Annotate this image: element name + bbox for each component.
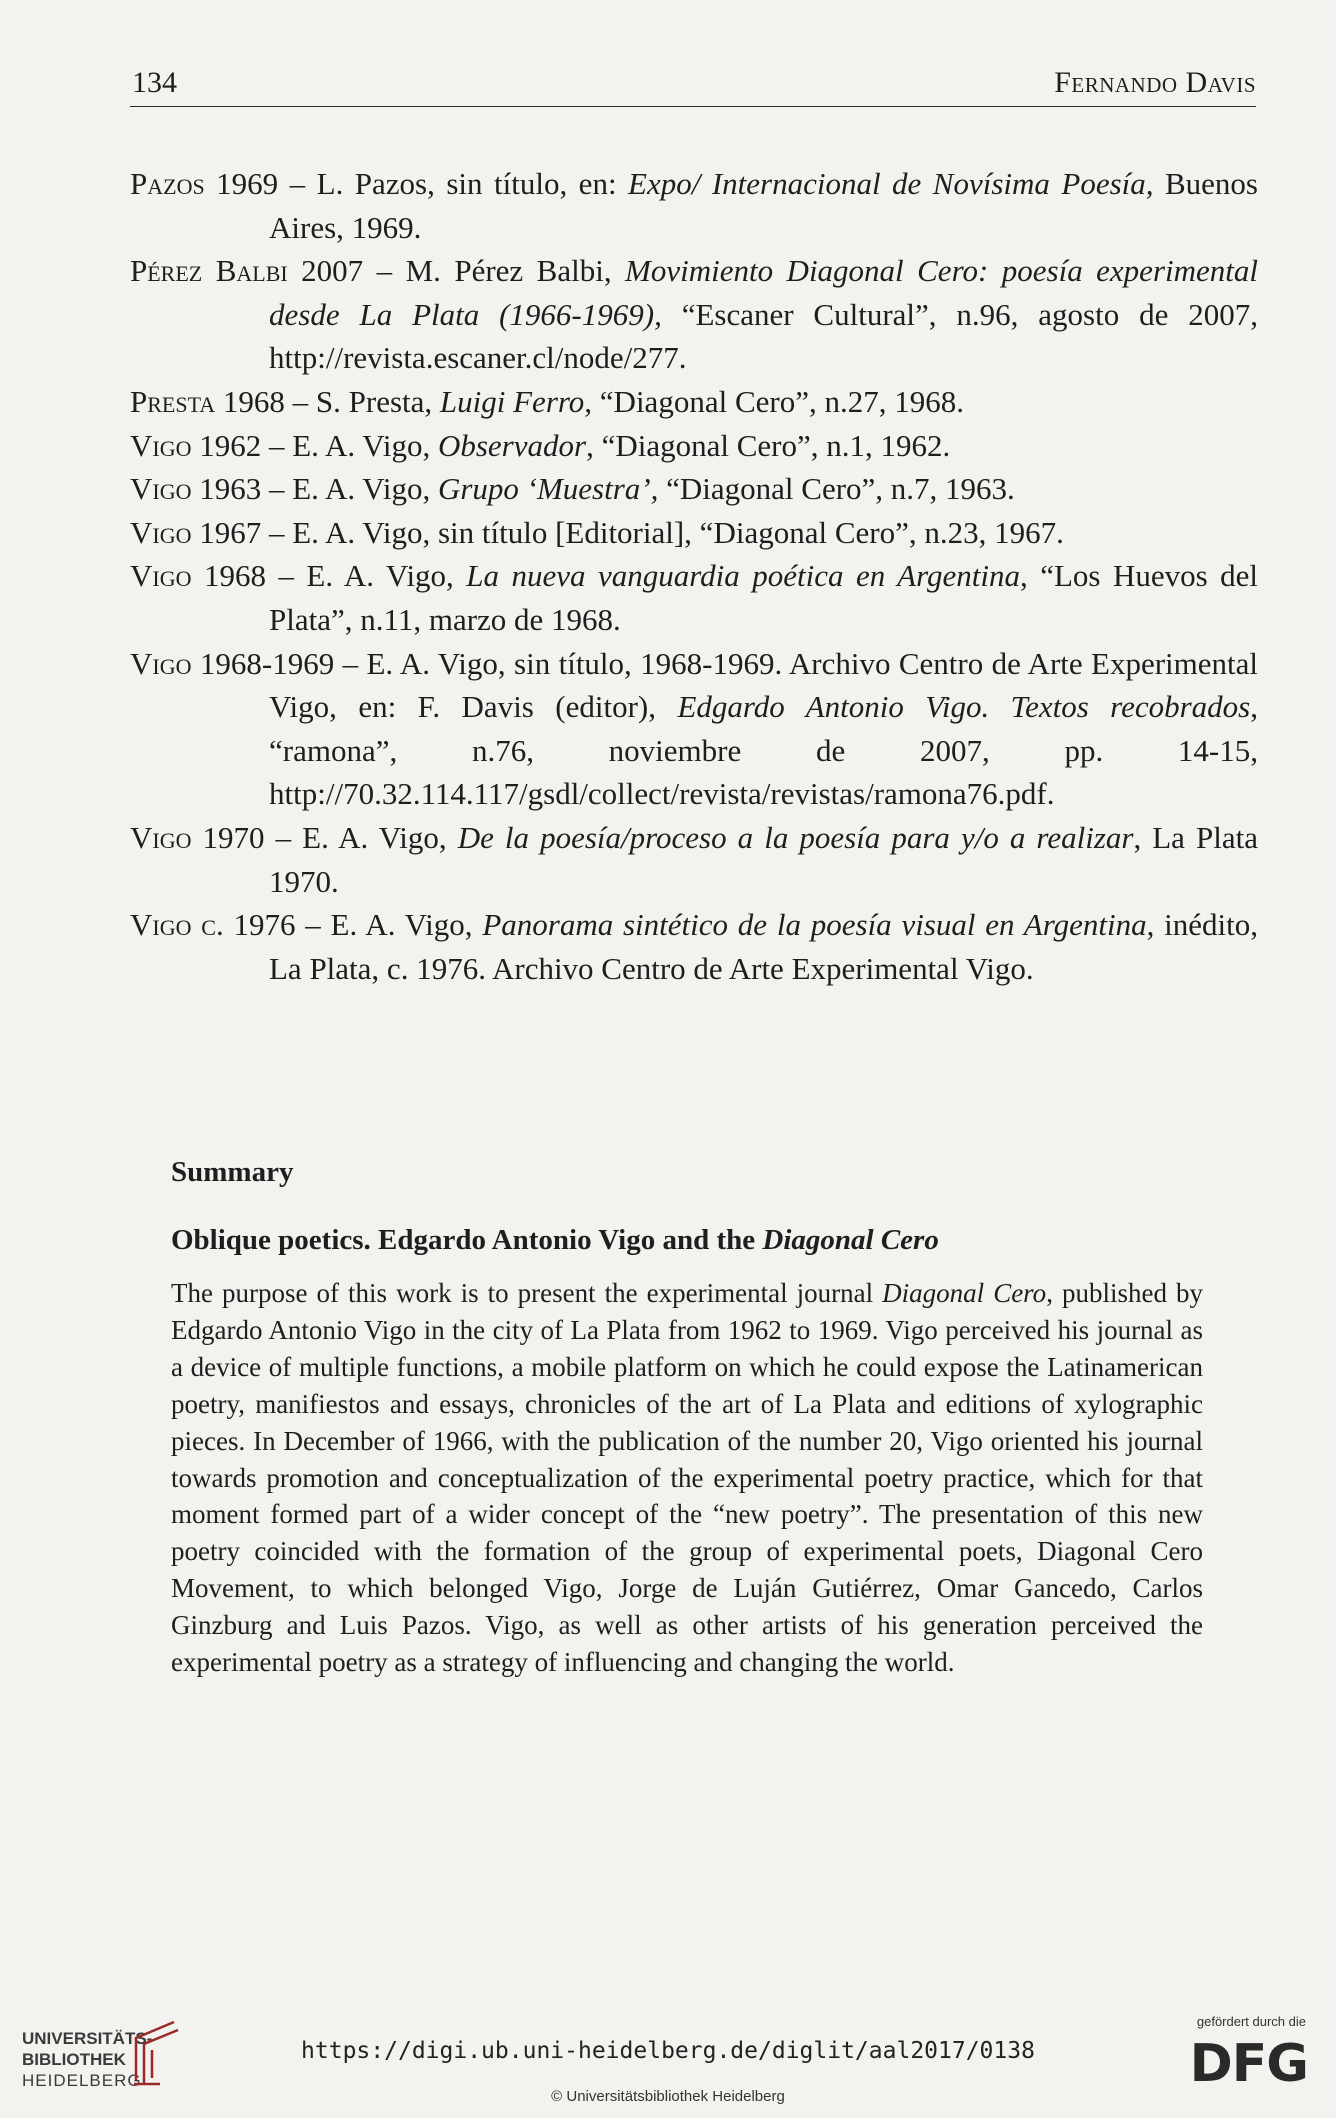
reference-list xyxy=(130,162,1258,990)
reference-text: – E. A. Vigo, sin título, 1968-1969. Archivo Centro de Arte Experimental Vigo, en: F. Davis (editor), xyxy=(269,645,1259,725)
reference-title: Movimiento Diagonal Cero: poesía experimental desde La Plata (1966-1969), xyxy=(269,253,1258,332)
reference-key: Presta 1968 xyxy=(130,383,285,419)
summary-heading: Summary xyxy=(171,1156,294,1188)
reference-text: “Diagonal Cero”, n.7, 1963. xyxy=(658,471,1015,507)
summary-title-italic: Diagonal Cero xyxy=(762,1224,939,1256)
reference-entry xyxy=(130,380,1258,424)
reference-text: “Diagonal Cero”, n.27, 1968. xyxy=(592,383,964,419)
reference-entry xyxy=(130,642,1258,816)
reference-text: – E. A. Vigo, xyxy=(265,558,467,594)
funding-note: gefördert durch die xyxy=(1196,2014,1306,2029)
reference-text: , La Plata 1970. xyxy=(269,819,1258,899)
reference-key: Vigo 1963 xyxy=(130,471,262,507)
reference-text: – E. A. Vigo, xyxy=(264,819,458,855)
reference-text: – M. Pérez Balbi, xyxy=(363,253,626,289)
reference-text: – L. Pazos, sin título, en: xyxy=(278,166,629,201)
reference-entry xyxy=(130,467,1258,511)
summary-body xyxy=(171,1275,1203,1681)
reference-title: De la poesía/proceso a la poesía para y/o a realizar xyxy=(457,819,1134,855)
reference-key: Vigo 1968-1969 xyxy=(130,645,335,681)
reference-text: “Escaner Cultural”, n.96, agosto de 2007, http://revista.escaner.cl/node/277. xyxy=(269,296,1258,376)
page-header xyxy=(130,62,1256,107)
reference-text: – E. A. Vigo, sin título [Editorial], “Diagonal Cero”, n.23, 1967. xyxy=(261,514,1064,550)
reference-title: Edgardo Antonio Vigo. Textos recobrados xyxy=(677,689,1251,725)
summary-body-text: The purpose of this work is to present the experimental journal xyxy=(171,1278,883,1308)
reference-entry xyxy=(130,903,1258,990)
summary-title-text: Oblique poetics. Edgardo Antonio Vigo and the xyxy=(171,1224,763,1256)
summary-section xyxy=(171,1156,1203,1681)
reference-key: Vigo 1967 xyxy=(130,514,262,550)
reference-title: La nueva vanguardia poética en Argentina xyxy=(466,558,1020,594)
reference-entry xyxy=(130,424,1258,468)
reference-text: , “ramona”, n.76, noviembre de 2007, pp. 14-15, http://70.32.114.117/gsdl/collect/revista/revistas/ramona76.pdf. xyxy=(269,689,1258,812)
reference-text: – E. A. Vigo, xyxy=(295,907,483,943)
reference-title: Grupo ‘Muestra’, xyxy=(437,471,659,507)
reference-text: – S. Presta, xyxy=(284,383,440,419)
reference-key: Vigo c. 1976 xyxy=(130,907,296,943)
reference-text: , “Los Huevos del Plata”, n.11, marzo de 1968. xyxy=(269,558,1258,637)
reference-key: Pazos 1969 xyxy=(130,166,279,201)
reference-text: – E. A. Vigo, xyxy=(261,471,438,507)
summary-body-italic: Diagonal Cero xyxy=(882,1278,1047,1308)
running-head: Fernando Davis xyxy=(1054,66,1256,99)
library-name-line: BIBLIOTHEK xyxy=(22,2050,126,2069)
reference-key: Vigo 1968 xyxy=(130,558,266,594)
reference-text: Buenos Aires, 1969. xyxy=(269,166,1258,245)
permalink-url[interactable]: https://digi.ub.uni-heidelberg.de/diglit/aal2017/0138 xyxy=(301,2038,1035,2064)
reference-key: Pérez Balbi 2007 xyxy=(130,253,364,289)
digitization-footer xyxy=(0,2010,1336,2118)
reference-title: Panorama sintético de la poesía visual en Argentina xyxy=(482,907,1147,943)
reference-entry xyxy=(130,554,1258,641)
reference-title: Observador xyxy=(437,427,587,463)
reference-text: , “Diagonal Cero”, n.1, 1962. xyxy=(586,427,951,463)
summary-body-text: , published by Edgardo Antonio Vigo in the city of La Plata from 1962 to 1969. Vigo perceived his journal as a device of multiple functions, a mobile platform on which he could expose the Latinamerican poetry, manifiestos and essays, chronicles of the art of La Plata and editions of xylographic pieces. In December of 1966, with the publication of the number 20, Vigo oriented his journal towards promotion and conceptualization of the experimental poetry practice, which for that moment formed part of a wider concept of the “new poetry”. The presentation of this new poetry coincided with the formation of the group of experimental poets, Diagonal Cero Movement, to which belonged Vigo, Jorge de Luján Gutiérrez, Omar Gancedo, Carlos Ginzburg and Luis Pazos. Vigo, as well as other artists of his generation perceived the experimental poetry as a strategy of influencing and changing the world. xyxy=(171,1278,1203,1678)
reference-entry xyxy=(130,816,1258,903)
reference-entry xyxy=(130,511,1258,555)
reference-key: Vigo 1970 xyxy=(130,819,265,855)
reference-title: Expo/ Internacional de Novísima Poesía, xyxy=(628,166,1154,201)
reference-entry xyxy=(130,162,1258,249)
library-name-line: UNIVERSITÄTS- xyxy=(22,2029,153,2048)
page-number: 134 xyxy=(132,66,177,99)
summary-title xyxy=(171,1224,1203,1257)
library-name-line: HEIDELBERG xyxy=(22,2071,142,2090)
reference-text: – E. A. Vigo, xyxy=(261,427,438,463)
dfg-logo: DFG xyxy=(1189,2034,1308,2094)
reference-key: Vigo 1962 xyxy=(130,427,262,463)
copyright-notice: © Universitätsbibliothek Heidelberg xyxy=(551,2088,785,2105)
reference-text: , inédito, La Plata, c. 1976. Archivo Centro de Arte Experimental Vigo. xyxy=(269,907,1258,986)
reference-entry xyxy=(130,249,1258,380)
reference-title: Luigi Ferro, xyxy=(439,383,593,419)
